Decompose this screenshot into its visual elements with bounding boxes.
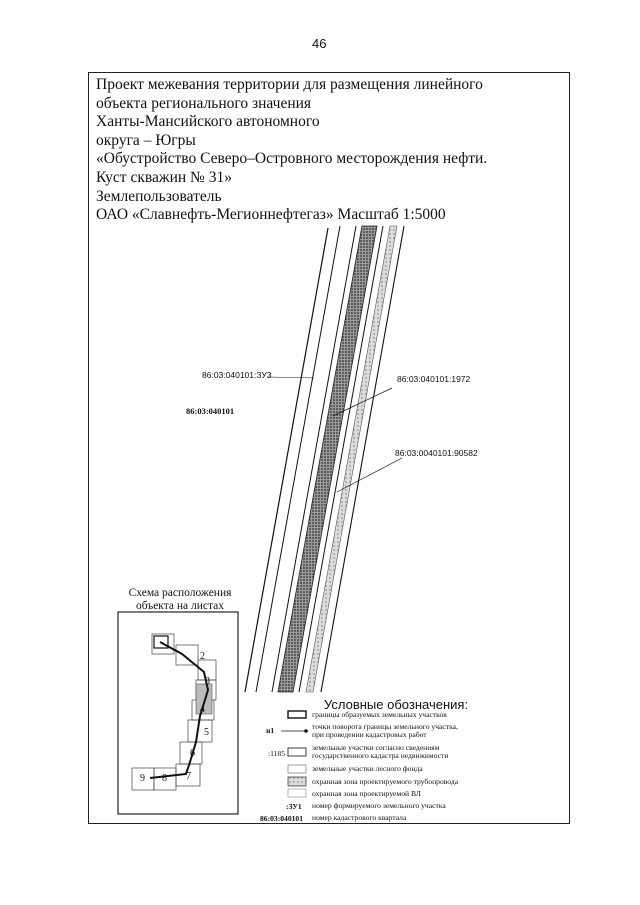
parcel-boundary-line (245, 228, 328, 692)
parcel-label-90582: 86:03:0040101:90582 (395, 448, 478, 458)
legend-text: охранная зона проектируемой ВЛ (312, 789, 421, 798)
parcel-label-1972: 86:03:040101:1972 (397, 374, 471, 384)
sheet-number: 8 (162, 773, 167, 784)
sheet-number: 9 (140, 773, 145, 784)
title-line: объекта регионального значения (96, 94, 312, 112)
legend-code: :1185 (268, 749, 286, 758)
legend-boundary-symbol (288, 711, 306, 718)
title-line: «Обустройство Северо–Островного месторождения нефти. (96, 150, 488, 168)
quarter-label: 86:03:040101 (186, 406, 235, 416)
scheme-title (112, 587, 248, 612)
legend-text: номер формируемого земельного участка (312, 801, 446, 810)
legend-title: Условные обозначения: (324, 697, 469, 712)
legend-text: при проведении кадастровых работ (312, 730, 427, 740)
legend-item (312, 790, 421, 798)
legend-code: н1 (266, 726, 275, 735)
legend-text: номер кадастрового квартала (312, 813, 407, 822)
sheet-number: 5 (204, 727, 209, 738)
scheme-title-line: объекта на листах (135, 599, 225, 612)
sheet-number: 6 (190, 748, 195, 759)
sheet-number: 7 (186, 771, 191, 782)
legend-text: земельные участки лесного фонда (312, 764, 423, 773)
scheme-box (118, 612, 238, 814)
parcel-label-zu3: 86:03:040101:ЗУ3 (202, 370, 272, 380)
parcel-boundary-line (272, 226, 356, 692)
legend-text: охранная зона проектируемого трубопровода (312, 777, 459, 786)
legend-code: :ЗУ1 (286, 802, 302, 811)
legend-turnpoint-dot (304, 729, 308, 733)
title-line: Куст скважин № 31» (96, 168, 232, 186)
page-number: 46 (312, 36, 327, 51)
title-line: округа – Югры (96, 131, 196, 149)
legend-item (312, 802, 446, 810)
title-line: Землепользователь (96, 187, 222, 205)
legend-code: 86:03:040101 (260, 814, 304, 823)
scheme-title-line: Схема расположения (128, 587, 232, 599)
sheet-number: 4 (200, 704, 205, 715)
title-line: Ханты-Мансийского автономного (96, 113, 320, 131)
legend-item (312, 814, 406, 822)
title-line: Проект межевания территории для размещения линейного (96, 76, 483, 93)
legend-item (312, 711, 447, 719)
legend-item (312, 778, 458, 786)
leader-line (268, 377, 314, 378)
parcel-boundary-line (299, 226, 383, 692)
legend-gkn-symbol (288, 748, 306, 756)
legend-forest-symbol (288, 765, 306, 773)
title-line: ОАО «Славнефть-Мегионнефтегаз» Масштаб 1:5000 (96, 206, 446, 224)
legend-powerline-zone-symbol (288, 789, 306, 797)
legend-item (312, 723, 458, 740)
legend-item (312, 765, 423, 773)
legend-text: земельные участки согласно сведениям (312, 743, 440, 752)
legend-item (312, 744, 448, 761)
sheet-number: 3 (205, 676, 210, 687)
legend-text: государственного кадастра недвижимости (312, 751, 449, 761)
legend-pipeline-zone-symbol (288, 777, 306, 786)
legend-text: границы образуемых земельных участков (312, 710, 447, 719)
sheet-number: 2 (200, 651, 205, 662)
legend-text: точки поворота границы земельного участка, (312, 722, 458, 731)
